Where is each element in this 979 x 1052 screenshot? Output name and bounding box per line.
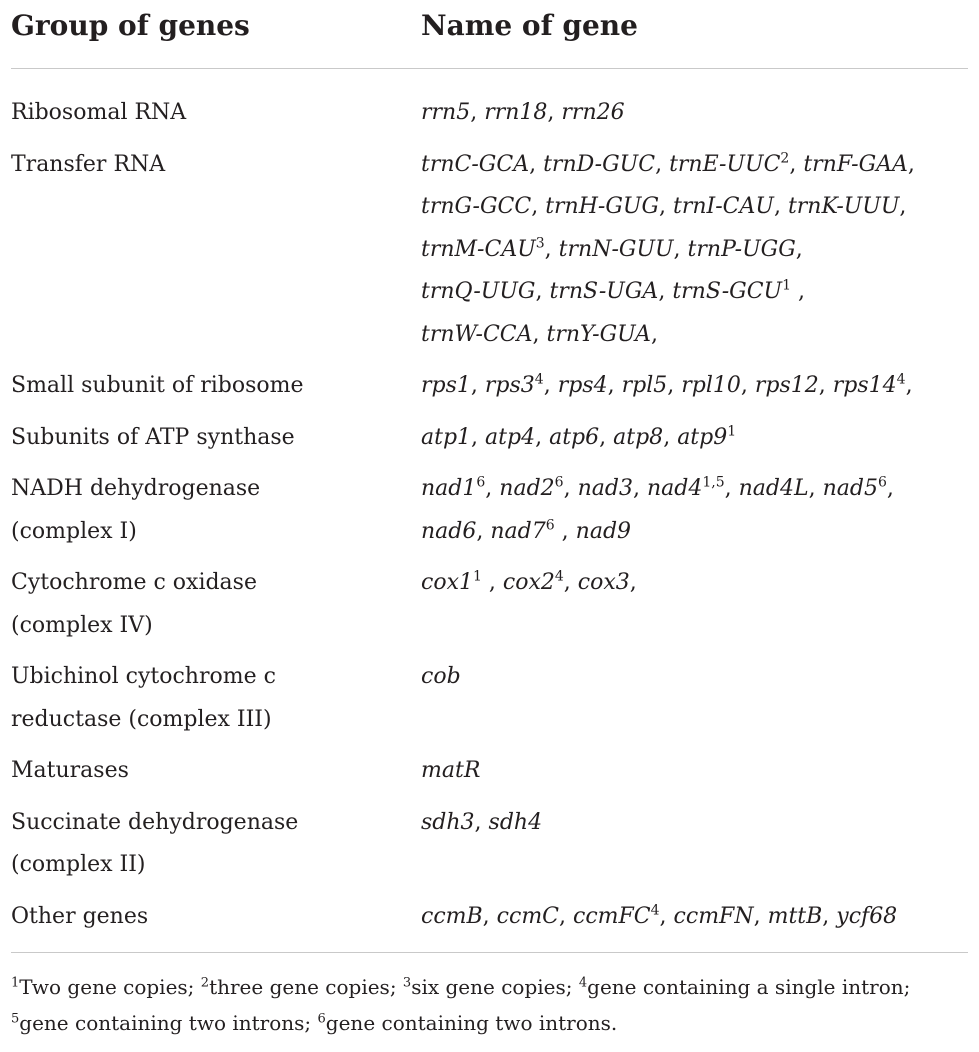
separator: , bbox=[532, 321, 547, 347]
footnote-marker: 4 bbox=[534, 371, 544, 388]
gene-names-cell bbox=[421, 144, 968, 357]
gene-name: nad5 bbox=[822, 476, 878, 501]
gene-name: rpl10 bbox=[681, 373, 741, 398]
separator: , bbox=[808, 476, 823, 501]
gene-name: trnS-GCU bbox=[672, 279, 783, 304]
gene-name: trnG-GCC bbox=[421, 194, 532, 219]
footnote-marker: 6 bbox=[476, 474, 486, 491]
separator: , bbox=[899, 194, 907, 219]
gene-name: ccmB bbox=[421, 903, 483, 929]
footnote-marker: 4 bbox=[554, 568, 564, 585]
gene-group-label: Other genes bbox=[11, 903, 149, 929]
gene-names-line bbox=[421, 802, 968, 845]
footnote-number: 2 bbox=[200, 975, 210, 991]
separator: , bbox=[629, 570, 637, 595]
footnote-marker: 6 bbox=[554, 474, 564, 491]
gene-group-label: Succinate dehydrogenase bbox=[11, 809, 299, 835]
gene-names-cell bbox=[421, 417, 968, 460]
gene-name: rps4 bbox=[557, 373, 608, 398]
table-row bbox=[11, 365, 968, 408]
gene-name: rpl5 bbox=[621, 373, 668, 398]
separator: , bbox=[474, 809, 489, 835]
separator: gene containing a single intron; bbox=[587, 975, 911, 999]
table-row bbox=[11, 417, 968, 460]
gene-names-line bbox=[421, 896, 968, 939]
gene-name: trnE-UUC bbox=[669, 151, 781, 177]
separator: , bbox=[470, 100, 485, 125]
separator: , bbox=[886, 476, 894, 501]
separator: , bbox=[554, 518, 576, 544]
gene-group-label: Ubichinol cytochrome c bbox=[11, 664, 276, 689]
gene-names-cell bbox=[421, 92, 968, 135]
gene-name: ccmC bbox=[496, 903, 560, 929]
gene-group-label: (complex IV) bbox=[11, 612, 153, 638]
separator: , bbox=[531, 194, 546, 219]
footnote-number: 1 bbox=[11, 975, 20, 991]
gene-name: cob bbox=[421, 664, 461, 689]
gene-group-cell bbox=[11, 750, 421, 793]
gene-names-cell bbox=[421, 750, 968, 793]
gene-group-cell bbox=[11, 802, 421, 887]
gene-names-line bbox=[421, 314, 968, 357]
gene-group-cell bbox=[11, 468, 421, 553]
footnote-marker: 2 bbox=[780, 150, 790, 167]
separator: , bbox=[470, 373, 485, 398]
separator: , bbox=[650, 321, 658, 347]
gene-group-label: Subunits of ATP synthase bbox=[11, 424, 295, 450]
footnote-number: 3 bbox=[402, 975, 412, 991]
separator: , bbox=[907, 151, 915, 177]
gene-names-line bbox=[421, 511, 968, 554]
table-row bbox=[11, 656, 968, 741]
gene-name: trnN-GUU bbox=[558, 236, 674, 262]
separator: , bbox=[563, 476, 578, 501]
separator: , bbox=[543, 373, 558, 398]
gene-name: ccmFC bbox=[573, 903, 651, 929]
gene-name: trnH-GUG bbox=[545, 194, 660, 219]
table-row bbox=[11, 750, 968, 793]
separator: , bbox=[791, 279, 806, 304]
gene-group-cell bbox=[11, 562, 421, 647]
gene-name: mttB bbox=[767, 903, 823, 929]
gene-name: atp4 bbox=[485, 424, 536, 450]
gene-name: rrn5 bbox=[421, 100, 471, 125]
table-row bbox=[11, 896, 968, 939]
gene-name: cox2 bbox=[502, 570, 555, 595]
gene-group-cell bbox=[11, 417, 421, 460]
gene-group-label: Cytochrome c oxidase bbox=[11, 570, 257, 595]
gene-name: rps12 bbox=[754, 373, 819, 398]
gene-names-line bbox=[421, 417, 968, 460]
header-name-of-gene: Name of gene bbox=[421, 9, 638, 42]
gene-name: atp8 bbox=[613, 424, 664, 450]
gene-group-cell bbox=[11, 144, 421, 187]
footnote-number: 6 bbox=[317, 1011, 326, 1027]
gene-name: atp1 bbox=[421, 424, 472, 450]
gene-names-line bbox=[421, 365, 968, 408]
gene-name: ycf68 bbox=[836, 903, 898, 929]
separator: , bbox=[482, 903, 497, 929]
gene-name: trnI-CAU bbox=[673, 194, 774, 219]
gene-name: sdh4 bbox=[488, 809, 543, 835]
gene-names-line bbox=[421, 186, 968, 229]
separator: , bbox=[659, 903, 674, 929]
separator: , bbox=[476, 518, 491, 544]
gene-names-line bbox=[421, 750, 968, 793]
gene-names-line bbox=[421, 92, 968, 135]
separator: six gene copies; bbox=[411, 975, 579, 999]
gene-group-cell bbox=[11, 896, 421, 939]
separator: , bbox=[822, 903, 837, 929]
gene-names-line bbox=[421, 271, 968, 314]
gene-name: nad2 bbox=[499, 476, 555, 501]
separator: , bbox=[559, 903, 574, 929]
separator: , bbox=[563, 570, 578, 595]
gene-name: rps1 bbox=[421, 373, 471, 398]
separator: , bbox=[547, 100, 562, 125]
gene-names-line bbox=[421, 144, 968, 187]
gene-name: trnW-CCA bbox=[421, 321, 533, 347]
gene-names-cell bbox=[421, 656, 968, 699]
gene-group-cell bbox=[11, 92, 421, 135]
gene-names-cell bbox=[421, 896, 968, 939]
gene-group-label: (complex II) bbox=[11, 852, 146, 877]
separator: gene containing two introns. bbox=[325, 1011, 618, 1035]
separator: , bbox=[655, 151, 670, 177]
separator: , bbox=[632, 476, 647, 501]
gene-name: nad4L bbox=[738, 476, 809, 501]
gene-name: trnQ-UUG bbox=[421, 279, 536, 304]
separator: , bbox=[753, 903, 768, 929]
separator: , bbox=[667, 373, 682, 398]
gene-name: trnF-GAA bbox=[803, 151, 908, 177]
gene-names-line bbox=[421, 562, 968, 605]
gene-name: nad1 bbox=[421, 476, 477, 501]
separator: , bbox=[773, 194, 788, 219]
footnote-marker: 4 bbox=[896, 371, 906, 388]
gene-name: trnC-GCA bbox=[421, 151, 530, 177]
gene-group-label: Maturases bbox=[11, 758, 129, 783]
separator: , bbox=[724, 476, 739, 501]
gene-name: atp9 bbox=[677, 424, 728, 450]
footnote-marker: 1 bbox=[472, 568, 482, 585]
gene-name: trnK-UUU bbox=[787, 194, 900, 219]
separator: , bbox=[663, 424, 678, 450]
footnote-marker: 6 bbox=[877, 474, 887, 491]
gene-name: rps14 bbox=[832, 373, 897, 398]
gene-group-label: reductase (complex III) bbox=[11, 706, 272, 732]
separator: , bbox=[818, 373, 833, 398]
table-row bbox=[11, 144, 968, 357]
gene-name: matR bbox=[421, 758, 481, 783]
footnote-marker: 4 bbox=[650, 902, 660, 919]
gene-name: rrn26 bbox=[561, 100, 625, 125]
gene-name: trnM-CAU bbox=[421, 236, 536, 262]
gene-name: rps3 bbox=[484, 373, 535, 398]
gene-name: nad9 bbox=[575, 518, 632, 544]
gene-group-cell bbox=[11, 656, 421, 741]
separator: , bbox=[673, 236, 688, 262]
gene-name: cox3 bbox=[577, 570, 630, 595]
gene-table bbox=[11, 0, 968, 1035]
separator: , bbox=[659, 194, 674, 219]
separator: , bbox=[789, 151, 804, 177]
separator: , bbox=[795, 236, 803, 262]
separator: , bbox=[481, 570, 503, 595]
footnote-marker: 1,5 bbox=[702, 474, 725, 491]
separator: , bbox=[658, 279, 673, 304]
gene-name: nad7 bbox=[490, 518, 546, 544]
gene-name: nad4 bbox=[646, 476, 703, 501]
gene-name: cox1 bbox=[421, 570, 473, 595]
gene-group-label: Ribosomal RNA bbox=[11, 100, 187, 125]
gene-group-label: Small subunit of ribosome bbox=[11, 373, 304, 398]
gene-name: atp6 bbox=[549, 424, 600, 450]
footnote-number: 4 bbox=[578, 975, 588, 991]
gene-group-cell bbox=[11, 365, 421, 408]
gene-group-label: NADH dehydrogenase bbox=[11, 476, 261, 501]
gene-name: ccmFN bbox=[673, 903, 754, 929]
separator: , bbox=[471, 424, 486, 450]
table-row bbox=[11, 468, 968, 553]
table-row bbox=[11, 802, 968, 887]
gene-names-line bbox=[421, 468, 968, 511]
gene-name: nad6 bbox=[421, 518, 477, 544]
footnote-line bbox=[11, 1005, 968, 1041]
gene-names-cell bbox=[421, 802, 968, 845]
table-footnotes bbox=[11, 952, 968, 1041]
footnote-marker: 1 bbox=[782, 277, 792, 294]
separator: , bbox=[529, 151, 544, 177]
separator: , bbox=[485, 476, 500, 501]
gene-names-line bbox=[421, 229, 968, 272]
gene-names-line bbox=[421, 656, 968, 699]
gene-name: rrn18 bbox=[484, 100, 548, 125]
separator: three gene copies; bbox=[209, 975, 403, 999]
gene-name: trnP-UGG bbox=[687, 236, 796, 262]
header-group-of-genes: Group of genes bbox=[11, 9, 250, 42]
separator: , bbox=[535, 424, 550, 450]
footnote-marker: 1 bbox=[727, 423, 737, 440]
separator: , bbox=[740, 373, 755, 398]
separator: , bbox=[544, 236, 559, 262]
footnote-number: 5 bbox=[11, 1011, 20, 1027]
gene-names-cell bbox=[421, 562, 968, 605]
gene-names-cell bbox=[421, 365, 968, 408]
footnote-marker: 6 bbox=[545, 517, 555, 534]
gene-name: trnD-GUC bbox=[543, 151, 656, 177]
gene-name: sdh3 bbox=[421, 809, 475, 835]
gene-name: trnS-UGA bbox=[549, 279, 659, 304]
separator: , bbox=[535, 279, 550, 304]
table-header bbox=[11, 0, 968, 69]
table-row bbox=[11, 92, 968, 135]
gene-group-label: Transfer RNA bbox=[11, 151, 166, 177]
separator: Two gene copies; bbox=[19, 975, 201, 999]
separator: , bbox=[905, 373, 913, 398]
table-row bbox=[11, 562, 968, 647]
separator: gene containing two introns; bbox=[19, 1011, 318, 1035]
gene-name: nad3 bbox=[577, 476, 633, 501]
table-body bbox=[11, 92, 968, 938]
footnote-marker: 3 bbox=[535, 235, 545, 252]
footnote-line bbox=[11, 969, 968, 1005]
gene-names-cell bbox=[421, 468, 968, 553]
separator: , bbox=[607, 373, 622, 398]
gene-group-label: (complex I) bbox=[11, 518, 137, 544]
separator: , bbox=[599, 424, 614, 450]
gene-name: trnY-GUA bbox=[546, 321, 651, 347]
